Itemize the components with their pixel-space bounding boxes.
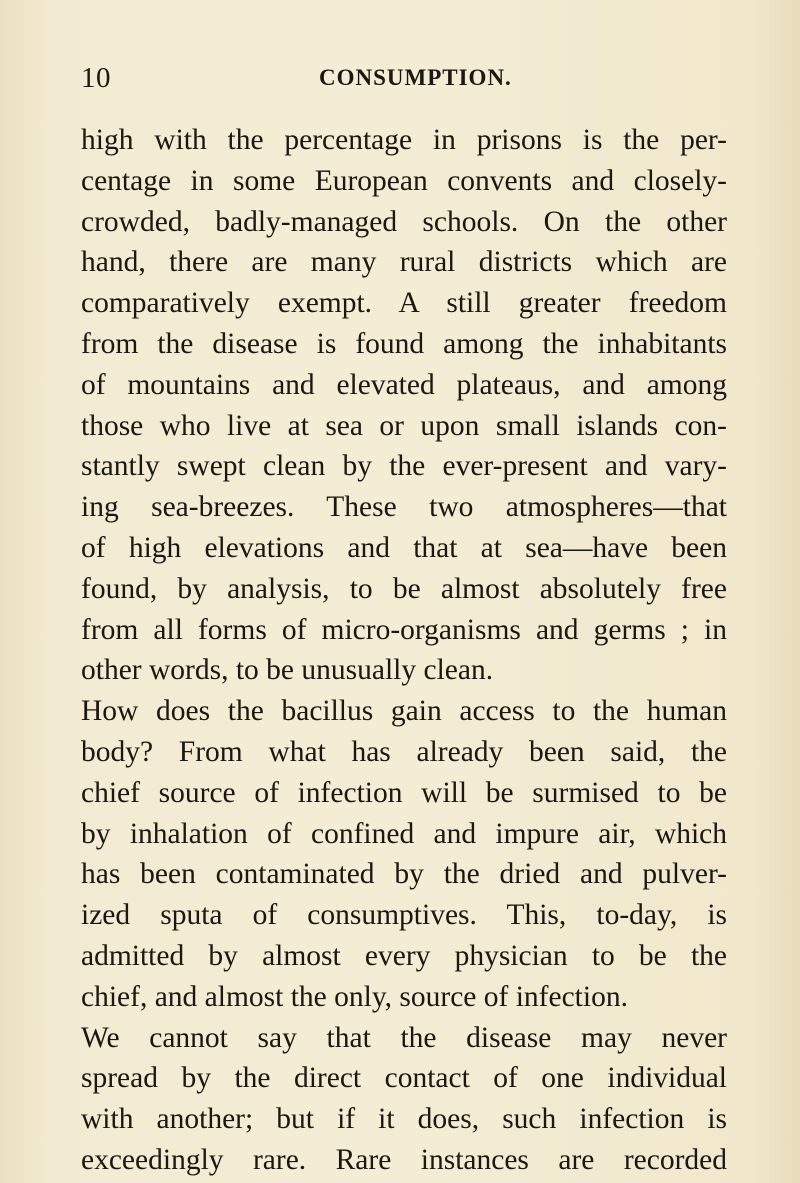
body-text — [81, 120, 727, 1181]
text-line: from the disease is found among the inhabitants — [81, 327, 727, 360]
running-head: CONSUMPTION. — [319, 65, 512, 90]
text-line: found, by analysis, to be almost absolutely free — [81, 572, 727, 605]
text-line: chief source of infection will be surmised to be — [81, 776, 727, 809]
text-line: chief, and almost the only, source of infection. — [81, 980, 628, 1013]
page-header — [81, 62, 741, 98]
text-line: from all forms of micro-organisms and germs ; in — [81, 613, 727, 646]
text-line: of high elevations and that at sea—have been — [81, 531, 727, 564]
page-number: 10 — [81, 62, 111, 94]
text-line: those who live at sea or upon small islands con- — [81, 409, 727, 442]
text-line: admitted by almost every physician to be the — [81, 939, 727, 972]
text-line: exceedingly rare. Rare instances are recorded — [81, 1143, 727, 1176]
text-line: How does the bacillus gain access to the human — [81, 695, 727, 728]
text-line: hand, there are many rural districts which are — [81, 246, 727, 279]
text-line: crowded, badly-managed schools. On the other — [81, 205, 727, 238]
text-line: ized sputa of consumptives. This, to-day, is — [81, 899, 727, 932]
text-line: has been contaminated by the dried and pulver- — [81, 858, 727, 891]
text-line: ing sea-breezes. These two atmospheres—that — [81, 491, 727, 524]
text-line: comparatively exempt. A still greater freedom — [81, 287, 727, 320]
text-line: with another; but if it does, such infection is — [81, 1103, 727, 1136]
text-line: other words, to be unusually clean. — [81, 654, 494, 687]
text-line: stantly swept clean by the ever-present and vary- — [81, 450, 727, 483]
text-line: spread by the direct contact of one individual — [81, 1062, 727, 1095]
text-line: of mountains and elevated plateaus, and among — [81, 368, 727, 401]
text-line: high with the percentage in prisons is the per- — [81, 124, 727, 156]
text-line: centage in some European convents and closely- — [81, 164, 727, 197]
text-line: by inhalation of confined and impure air, which — [81, 817, 727, 850]
text-line: We cannot say that the disease may never — [81, 1021, 727, 1054]
text-line: body? From what has already been said, the — [81, 735, 727, 768]
